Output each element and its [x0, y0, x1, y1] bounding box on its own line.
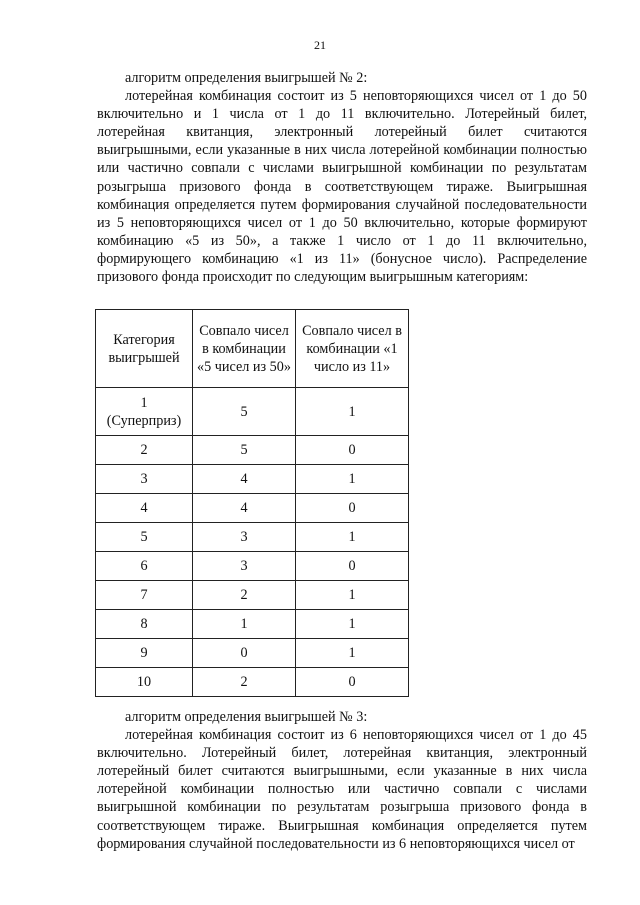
table-row	[96, 465, 409, 494]
cell-match-bonus: 1	[296, 465, 409, 494]
cell-match-main: 4	[193, 465, 296, 494]
table-row	[96, 388, 409, 436]
cell-match-bonus: 0	[296, 494, 409, 523]
cell-match-main: 5	[193, 436, 296, 465]
cell-category: 2	[96, 436, 193, 465]
cell-match-main: 4	[193, 494, 296, 523]
table-row	[96, 436, 409, 465]
cell-match-bonus: 0	[296, 668, 409, 697]
cell-match-bonus: 1	[296, 581, 409, 610]
table-row	[96, 523, 409, 552]
section-3-heading: алгоритм определения выигрышей № 3:	[125, 709, 368, 725]
cell-match-main: 5	[193, 388, 296, 436]
cell-category: 3	[96, 465, 193, 494]
section-2-paragraph: лотерейная комбинация состоит из 5 неповторяющихся чисел от 1 до 50 включительно и 1 числа от 1 до 11 включительно. Лотерейный билет, лотерейная квитанция, электронный лотерейный билет считаются выигрышными, если указанные в них числа лотерейной комбинации полностью или частично совпали с числами выигрышной комбинации по результатам розыгрыша призового фонда в соответствующем тираже. Выигрышная комбинация определяется путем формирования случайной последовательности из 5 неповторяющихся чисел от 1 до 50 включительно, которые формируют комбинацию «5 из 50», а также 1 число от 1 до 11 включительно, формирующего комбинацию «1 из 11» (бонусное число). Распределение призового фонда происходит по следующим выигрышным категориям:	[97, 88, 587, 286]
cell-category	[96, 388, 193, 436]
cell-match-main: 2	[193, 581, 296, 610]
cell-category: 8	[96, 610, 193, 639]
cell-match-bonus: 1	[296, 639, 409, 668]
table-row	[96, 668, 409, 697]
cell-match-bonus: 1	[296, 610, 409, 639]
cell-category: 10	[96, 668, 193, 697]
prize-category-table	[95, 309, 409, 697]
table-row	[96, 494, 409, 523]
header-match-bonus: Совпало чисел в комбинации «1 число из 11»	[296, 310, 409, 388]
section-3-paragraph: лотерейная комбинация состоит из 6 неповторяющихся чисел от 1 до 45 включительно. Лотерейный билет, лотерейная квитанция, электронный лотерейный билет считаются выигрышными, если указанные в них числа лотерейной комбинации полностью или частично совпали с числами выигрышной комбинации по результатам розыгрыша призового фонда в соответствующем тираже. Выигрышная комбинация определяется путем формирования случайной последовательности из 6 неповторяющихся чисел от	[97, 727, 587, 852]
table-row	[96, 639, 409, 668]
cell-match-main: 3	[193, 523, 296, 552]
cell-match-main: 0	[193, 639, 296, 668]
cell-category: 7	[96, 581, 193, 610]
table-row	[96, 552, 409, 581]
cell-match-bonus: 1	[296, 523, 409, 552]
cell-category: 9	[96, 639, 193, 668]
cell-match-main: 3	[193, 552, 296, 581]
section-2	[97, 69, 587, 286]
category-note: (Суперприз)	[106, 412, 182, 429]
header-category: Категория выигрышей	[96, 310, 193, 388]
cell-category: 4	[96, 494, 193, 523]
cell-category: 5	[96, 523, 193, 552]
cell-match-bonus: 0	[296, 436, 409, 465]
page-number: 21	[314, 38, 326, 52]
header-match-main: Совпало чисел в комбинации «5 чисел из 50»	[193, 310, 296, 388]
table-header-row	[96, 310, 409, 388]
cell-match-bonus: 1	[296, 388, 409, 436]
cell-category: 6	[96, 552, 193, 581]
cell-match-bonus: 0	[296, 552, 409, 581]
cell-match-main: 1	[193, 610, 296, 639]
table-row	[96, 610, 409, 639]
section-2-heading: алгоритм определения выигрышей № 2:	[125, 70, 368, 86]
section-3	[97, 708, 587, 853]
table-row	[96, 581, 409, 610]
cell-match-main: 2	[193, 668, 296, 697]
category-number: 1	[140, 394, 148, 411]
